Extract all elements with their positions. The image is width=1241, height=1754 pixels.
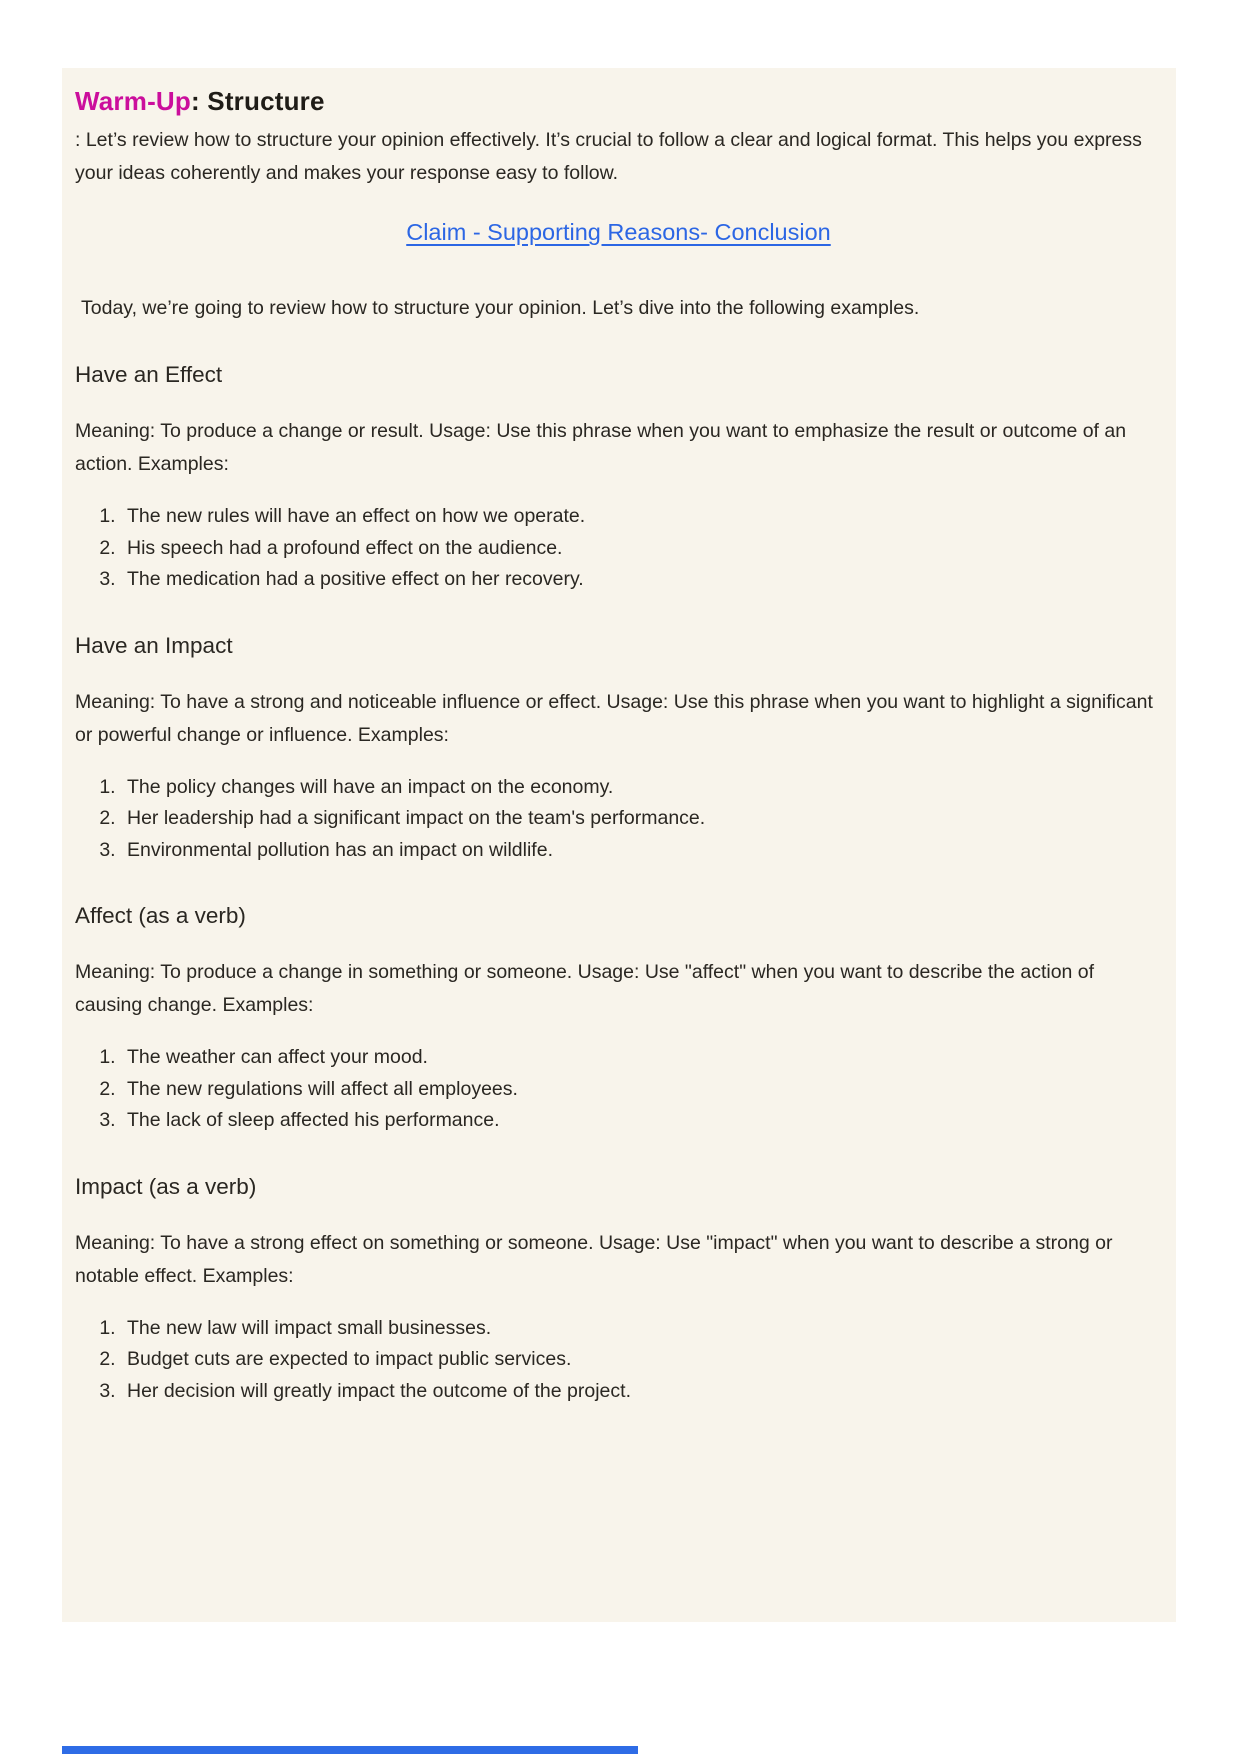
structure-link[interactable]: Claim - Supporting Reasons- Conclusion bbox=[406, 219, 831, 245]
section-meaning: Meaning: To have a strong effect on something or someone. Usage: Use "impact" when you want to describe a strong or notable effect. Examples: bbox=[75, 1231, 1113, 1287]
content-card bbox=[62, 68, 1176, 1622]
example-item: 3. Environmental pollution has an impact on wildlife. bbox=[121, 835, 1162, 867]
section bbox=[75, 359, 1162, 596]
section bbox=[75, 900, 1162, 1137]
example-item: 2. Her leadership had a significant impact on the team's performance. bbox=[121, 803, 1162, 835]
examples-list bbox=[75, 501, 1162, 596]
example-item: 1. The new law will impact small businesses. bbox=[121, 1313, 1162, 1345]
section-heading: Have an Effect bbox=[75, 362, 223, 387]
example-item: 1. The policy changes will have an impact on the economy. bbox=[121, 772, 1162, 804]
examples-list bbox=[75, 1042, 1162, 1137]
section-meaning: Meaning: To have a strong and noticeable influence or effect. Usage: Use this phrase when you want to highlight a significant or powerful change or influence. Examples: bbox=[75, 690, 1153, 746]
section-heading: Have an Impact bbox=[75, 632, 233, 658]
section-meaning: Meaning: To produce a change or result. Usage: Use this phrase when you want to emphasize the result or outcome of an action. Examples: bbox=[75, 420, 1127, 475]
example-item: 1. The new rules will have an effect on how we operate. bbox=[121, 501, 1162, 533]
example-item: 3. The medication had a positive effect on her recovery. bbox=[121, 564, 1162, 596]
page-title-rest: : Structure bbox=[191, 86, 325, 116]
example-item: 2. The new regulations will affect all employees. bbox=[121, 1074, 1162, 1106]
page-title bbox=[75, 84, 1162, 118]
example-item: 3. The lack of sleep affected his performance. bbox=[121, 1105, 1162, 1137]
sections bbox=[75, 359, 1162, 1407]
examples-list bbox=[75, 1313, 1162, 1408]
section bbox=[75, 630, 1162, 867]
lead-paragraph: Today, we’re going to review how to structure your opinion. Let’s dive into the following examples. bbox=[81, 297, 920, 319]
section-meaning: Meaning: To produce a change in something or someone. Usage: Use "affect" when you want to describe the action of causing change. Examples: bbox=[75, 961, 1095, 1016]
example-item: 2. His speech had a profound effect on the audience. bbox=[121, 533, 1162, 565]
example-item: 2. Budget cuts are expected to impact public services. bbox=[121, 1344, 1162, 1376]
page-title-highlight: Warm-Up bbox=[75, 86, 191, 116]
intro-paragraph: : Let’s review how to structure your opinion effectively. It’s crucial to follow a clear and logical format. This helps you express your ideas coherently and makes your response easy to follow. bbox=[75, 129, 1142, 184]
link-row bbox=[75, 216, 1162, 248]
example-item: 3. Her decision will greatly impact the outcome of the project. bbox=[121, 1376, 1162, 1408]
example-item: 1. The weather can affect your mood. bbox=[121, 1042, 1162, 1074]
next-block-banner bbox=[62, 1746, 638, 1754]
section-heading: Affect (as a verb) bbox=[75, 903, 246, 928]
section-heading: Impact (as a verb) bbox=[75, 1173, 257, 1199]
section bbox=[75, 1171, 1162, 1408]
examples-list bbox=[75, 772, 1162, 867]
